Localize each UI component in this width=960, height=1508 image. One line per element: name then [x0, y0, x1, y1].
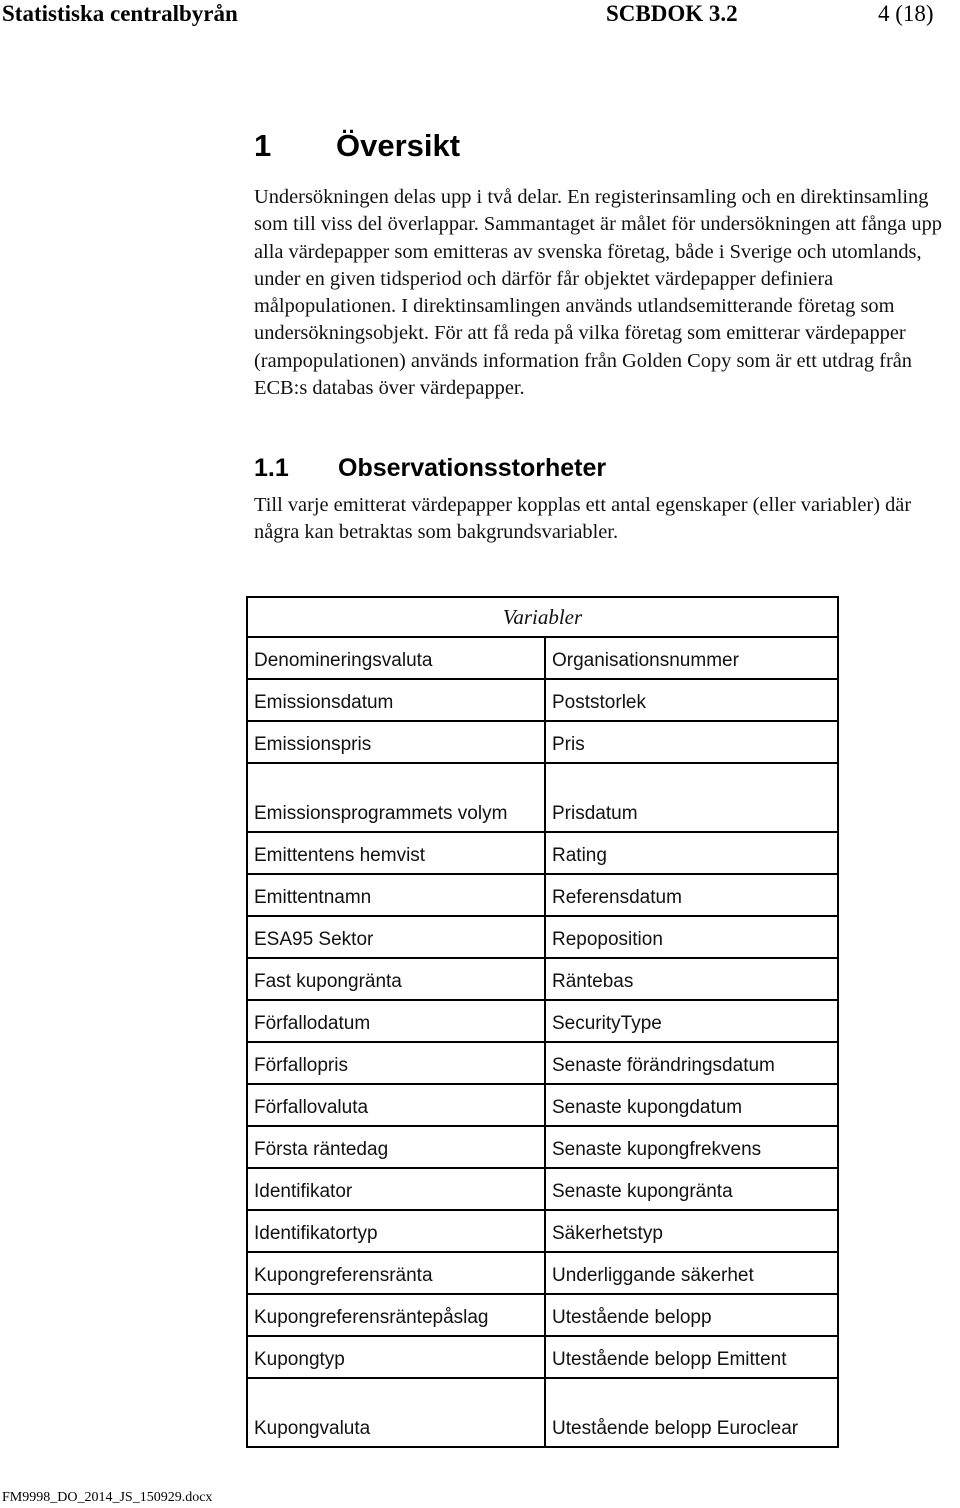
table-row: [247, 721, 838, 763]
variable-cell-left: Emittentens hemvist: [247, 832, 545, 874]
variable-cell-right: Utestående belopp Euroclear: [545, 1378, 838, 1447]
variable-cell-right: Säkerhetstyp: [545, 1210, 838, 1252]
subsection-number: 1.1: [254, 454, 289, 482]
variable-cell-left: Första räntedag: [247, 1126, 545, 1168]
variable-cell-right: Utestående belopp: [545, 1294, 838, 1336]
variable-cell-left: Förfallopris: [247, 1042, 545, 1084]
variable-cell-left: Identifikator: [247, 1168, 545, 1210]
overview-paragraph: Undersökningen delas upp i två delar. En registerinsamling och en direktinsamling som till viss del överlappar. Sammantaget är målet för undersökningen att fånga upp alla värdepapper som emitteras av svenska företag, både i Sverige och utomlands, under en given tidsperiod och därför får objektet värdepapper definiera målpopulationen. I direktinsamlingen används utlandsemitterande företag som undersökningsobjekt. För att få reda på vilka företag som emitterar värdepapper (rampopulationen) används information från Golden Copy som är ett utdrag från ECB:s databas över värdepapper.: [254, 186, 943, 400]
header-organization: Statistiska centralbyrån: [2, 1, 238, 26]
table-row: [247, 1000, 838, 1042]
table-row: [247, 1378, 838, 1447]
variable-cell-right: Senaste kupongfrekvens: [545, 1126, 838, 1168]
section-title: Översikt: [336, 128, 461, 163]
table-row: [247, 874, 838, 916]
variable-cell-left: Emittentnamn: [247, 874, 545, 916]
variable-cell-right: Poststorlek: [545, 679, 838, 721]
table-row: [247, 679, 838, 721]
variable-cell-right: Rating: [545, 832, 838, 874]
table-row: [247, 1336, 838, 1378]
variable-cell-left: Förfallodatum: [247, 1000, 545, 1042]
variable-cell-right: SecurityType: [545, 1000, 838, 1042]
variable-cell-right: Räntebas: [545, 958, 838, 1000]
variable-cell-left: Fast kupongränta: [247, 958, 545, 1000]
header-page-number: 4 (18): [878, 1, 934, 26]
table-row: [247, 958, 838, 1000]
variable-cell-left: Förfallovaluta: [247, 1084, 545, 1126]
variable-cell-right: Prisdatum: [545, 763, 838, 832]
variable-cell-left: Emissionspris: [247, 721, 545, 763]
variable-cell-right: Organisationsnummer: [545, 637, 838, 679]
variable-cell-left: Kupongreferensräntepåslag: [247, 1294, 545, 1336]
table-row: [247, 1126, 838, 1168]
table-row: [247, 637, 838, 679]
variable-cell-left: Identifikatortyp: [247, 1210, 545, 1252]
variable-cell-right: Underliggande säkerhet: [545, 1252, 838, 1294]
footer-filename: FM9998_DO_2014_JS_150929.docx: [2, 1490, 213, 1505]
table-row: [247, 1210, 838, 1252]
table-row: [247, 1252, 838, 1294]
table-row: [247, 1294, 838, 1336]
table-caption: Variabler: [247, 597, 838, 637]
table-row: [247, 916, 838, 958]
variable-cell-right: Repoposition: [545, 916, 838, 958]
subsection-title: Observationsstorheter: [338, 454, 607, 482]
variable-cell-left: ESA95 Sektor: [247, 916, 545, 958]
table-row: [247, 1084, 838, 1126]
variable-cell-left: Emissionsprogrammets volym: [247, 763, 545, 832]
variable-cell-right: Senaste kupongdatum: [545, 1084, 838, 1126]
observation-paragraph: Till varje emitterat värdepapper kopplas ett antal egenskaper (eller variabler) där några kan betraktas som bakgrundsvariabler.: [254, 494, 912, 544]
section-number: 1: [254, 128, 272, 163]
variable-cell-left: Kupongtyp: [247, 1336, 545, 1378]
table-row: [247, 1042, 838, 1084]
variables-table: [246, 596, 839, 1448]
variable-cell-left: Kupongreferensränta: [247, 1252, 545, 1294]
variable-cell-left: Kupongvaluta: [247, 1378, 545, 1447]
table-row: [247, 1168, 838, 1210]
section-heading-1: [254, 128, 460, 164]
header-document-id: SCBDOK 3.2: [606, 1, 738, 26]
table-row: [247, 832, 838, 874]
variable-cell-right: Utestående belopp Emittent: [545, 1336, 838, 1378]
variable-cell-right: Referensdatum: [545, 874, 838, 916]
variable-cell-right: Senaste förändringsdatum: [545, 1042, 838, 1084]
section-heading-1-1: [254, 452, 606, 484]
variable-cell-left: Emissionsdatum: [247, 679, 545, 721]
table-row: [247, 763, 838, 832]
variable-cell-right: Pris: [545, 721, 838, 763]
variable-cell-right: Senaste kupongränta: [545, 1168, 838, 1210]
variable-cell-left: Denomineringsvaluta: [247, 637, 545, 679]
